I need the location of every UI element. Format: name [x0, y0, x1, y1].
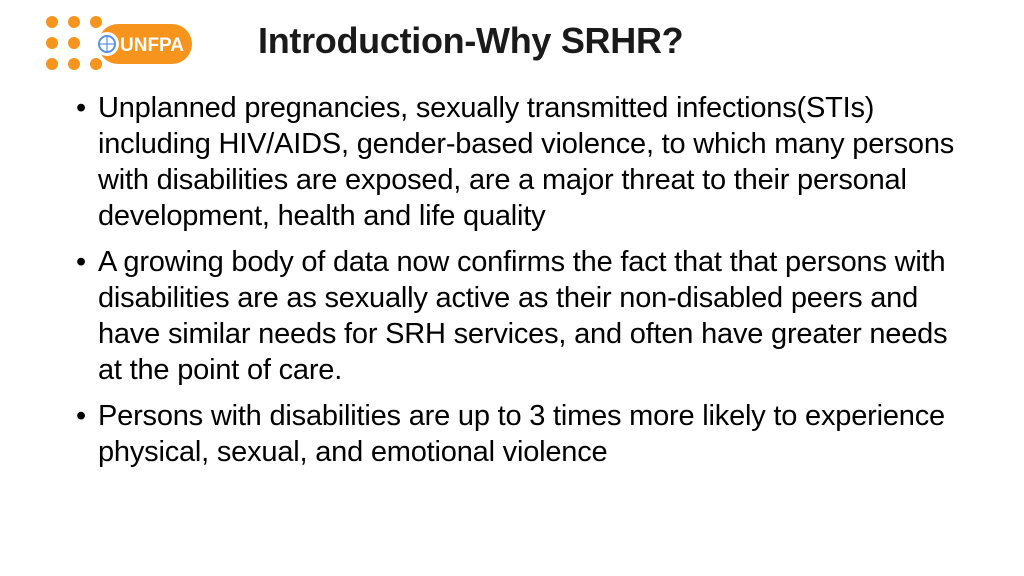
bullet-text: Persons with disabilities are up to 3 times more likely to experience physical, sexual, and emotional violence — [98, 400, 945, 468]
slide-title: Introduction-Why SRHR? — [258, 20, 684, 61]
bullet-text: A growing body of data now confirms the fact that that persons with disabilities are as sexually active as their non-disabled peers and have similar needs for SRH services, and often have greater needs at the point of care. — [98, 246, 948, 386]
svg-text:UNFPA: UNFPA — [120, 35, 185, 56]
bullet-list — [76, 90, 966, 480]
unfpa-logo — [44, 14, 204, 74]
bullet-dot-icon: • — [76, 92, 86, 124]
bullet-dot-icon: • — [76, 400, 86, 432]
bullet-item — [76, 398, 966, 470]
bullet-item — [76, 244, 966, 388]
bullet-text: Unplanned pregnancies, sexually transmitted infections(STIs) including HIV/AIDS, gender-based violence, to which many persons with disabilities are exposed, are a major threat to their personal development, health and life quality — [98, 92, 955, 232]
bullet-dot-icon: • — [76, 246, 86, 278]
unfpa-logo-graphic — [44, 14, 204, 74]
bullet-item — [76, 90, 966, 234]
